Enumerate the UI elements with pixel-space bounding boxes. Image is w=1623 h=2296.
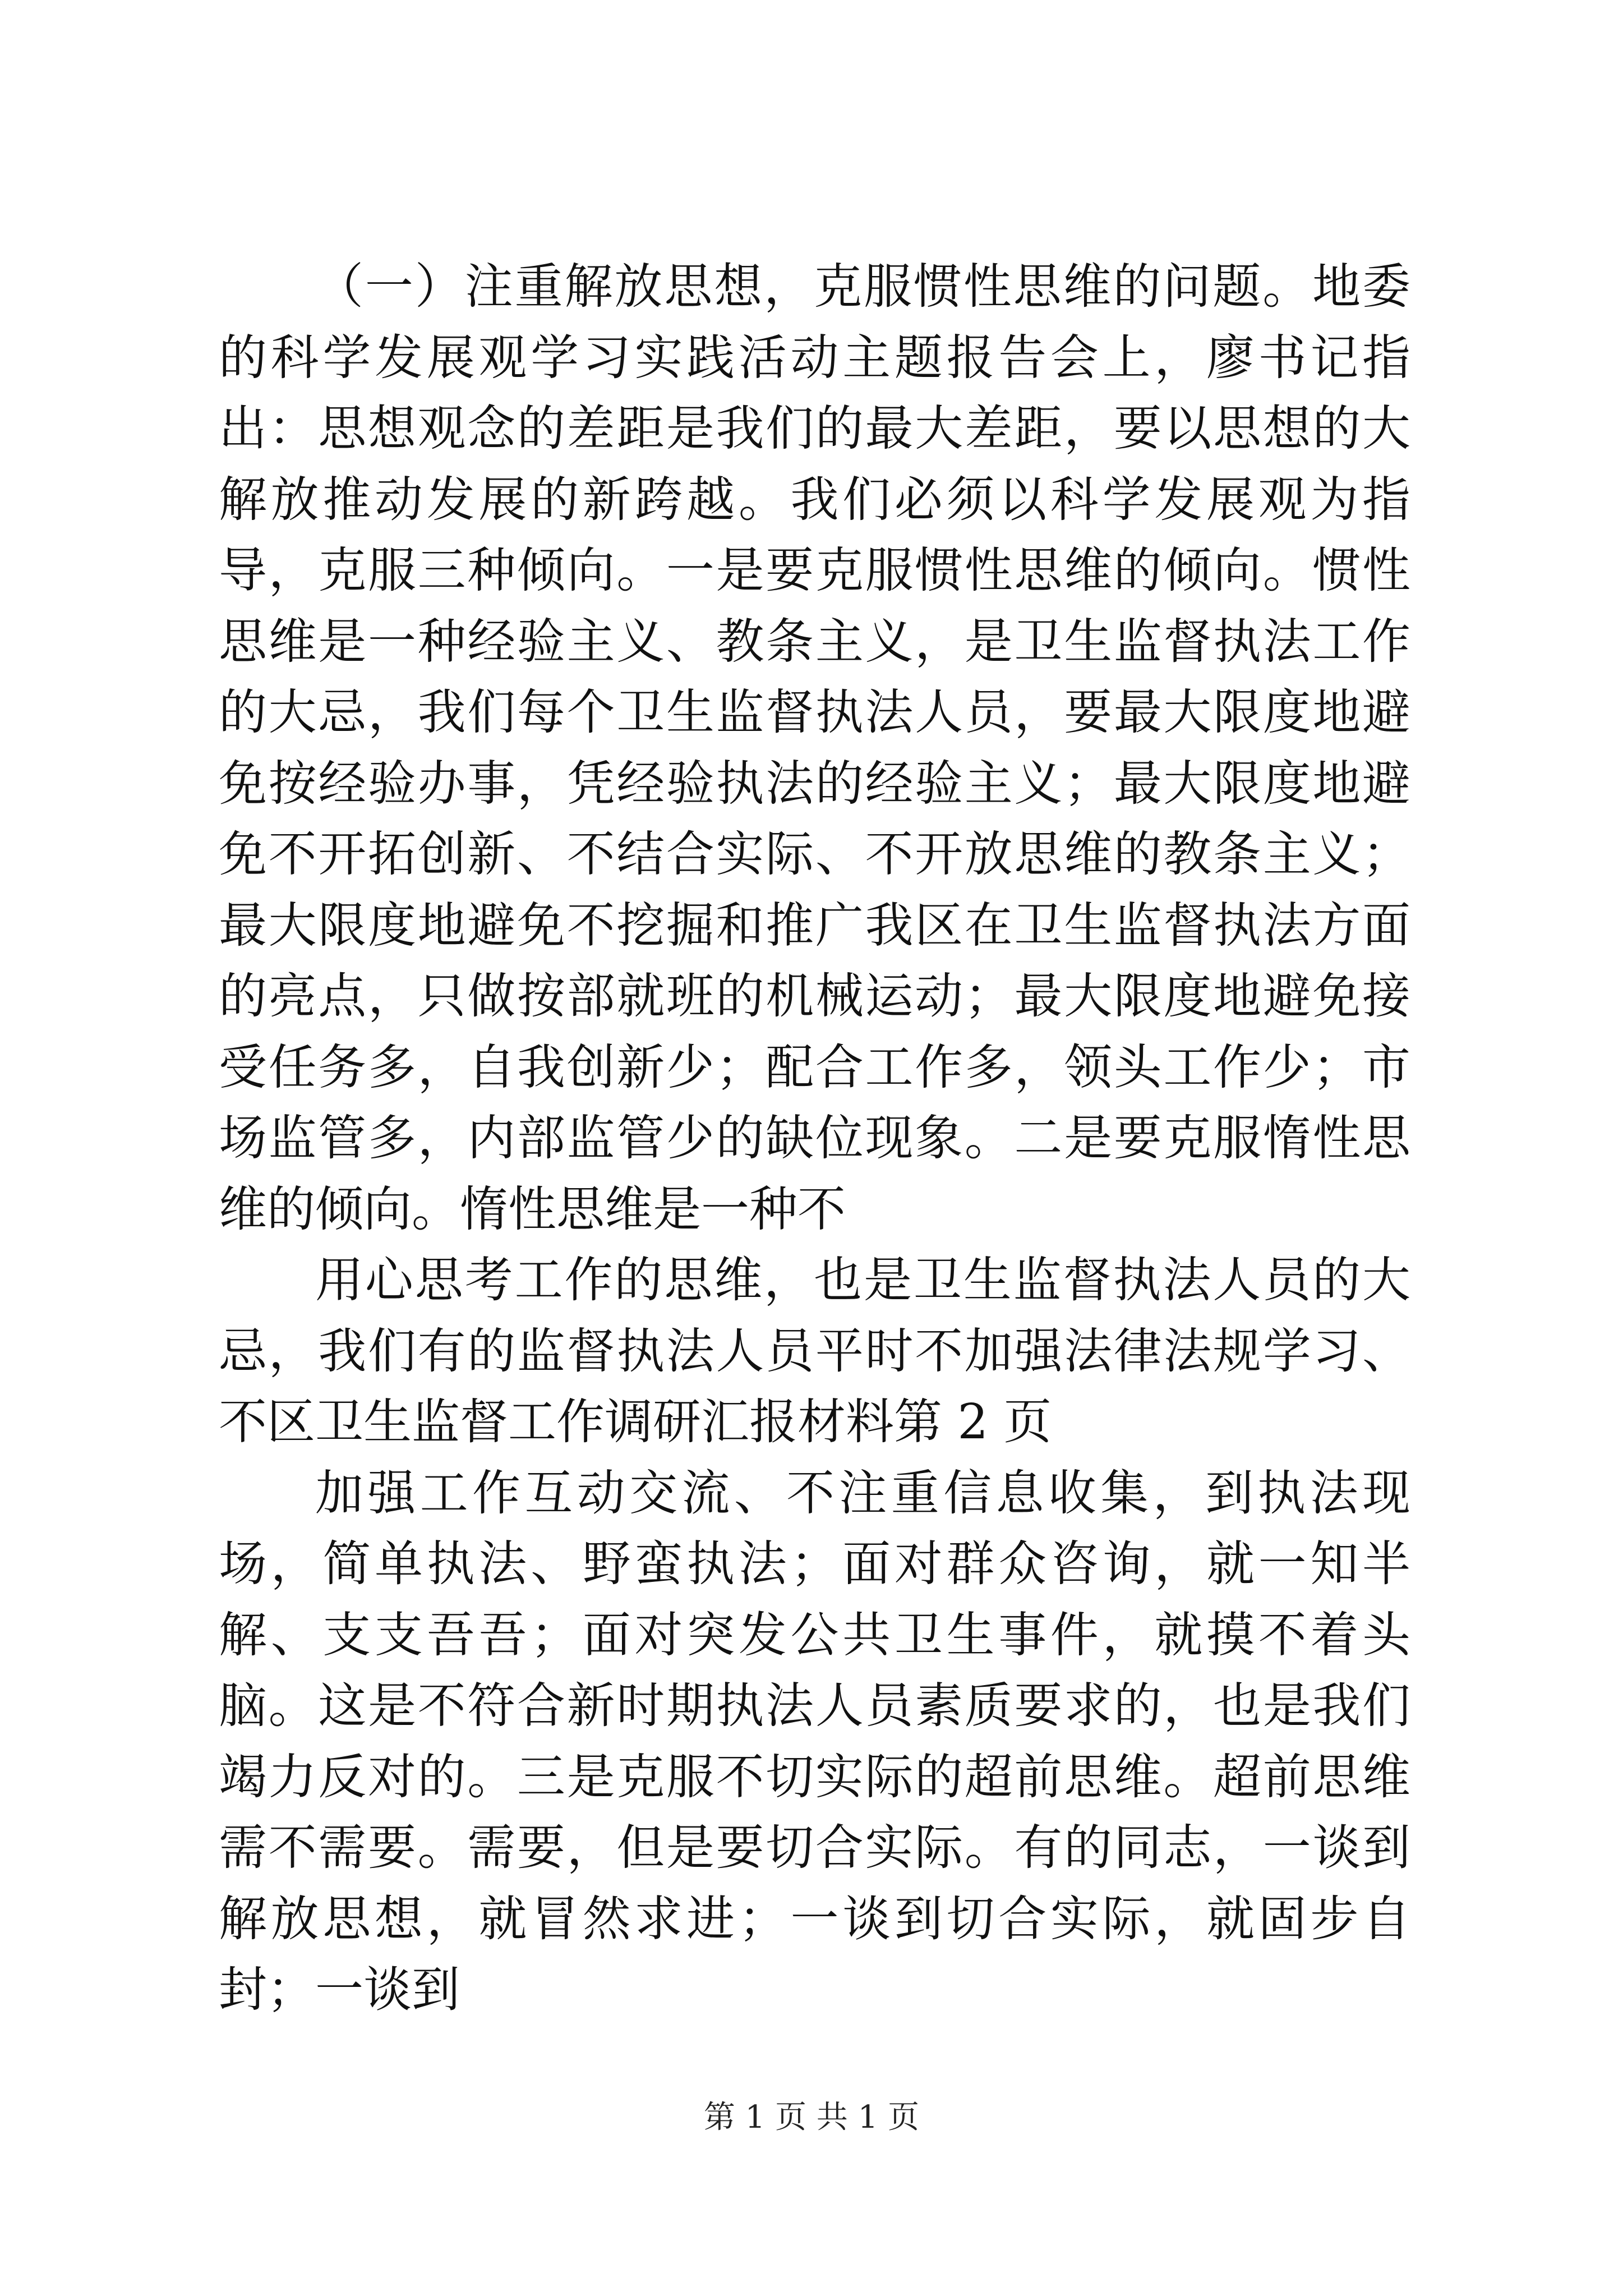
- paragraph-2: 用心思考工作的思维，也是卫生监督执法人员的大忌，我们有的监督执法人员平时不加强法律法规学习、不区卫生监督工作调研汇报材料第 2 页: [219, 1252, 1410, 1450]
- page-footer: 第 1 页 共 1 页: [703, 2099, 920, 2136]
- document-body: [219, 251, 1410, 2026]
- paragraph-3: 加强工作互动交流、不注重信息收集，到执法现场，简单执法、野蛮执法；面对群众咨询，就一知半解、支支吾吾；面对突发公共卫生事件，就摸不着头脑。这是不符合新时期执法人员素质要求的，也是我们竭力反对的。三是克服不切实际的超前思维。超前思维需不需要。需要，但是要切合实际。有的同志，一谈到解放思想，就冒然求进；一谈到切合实际，就固步自封；一谈到: [219, 1465, 1410, 2018]
- paragraph-1: （一）注重解放思想，克服惯性思维的问题。地委的科学发展观学习实践活动主题报告会上，廖书记指出：思想观念的差距是我们的最大差距，要以思想的大解放推动发展的新跨越。我们必须以科学发展观为指导，克服三种倾向。一是要克服惯性思维的倾向。惯性思维是一种经验主义、教条主义，是卫生监督执法工作的大忌，我们每个卫生监督执法人员，要最大限度地避免按经验办事，凭经验执法的经验主义；最大限度地避免不开拓创新、不结合实际、不开放思维的教条主义；最大限度地避免不挖掘和推广我区在卫生监督执法方面的亮点，只做按部就班的机械运动；最大限度地避免接受任务多，自我创新少；配合工作多，领头工作少；市场监管多，内部监管少的缺位现象。二是要克服惰性思维的倾向。惰性思维是一种不: [219, 259, 1410, 1237]
